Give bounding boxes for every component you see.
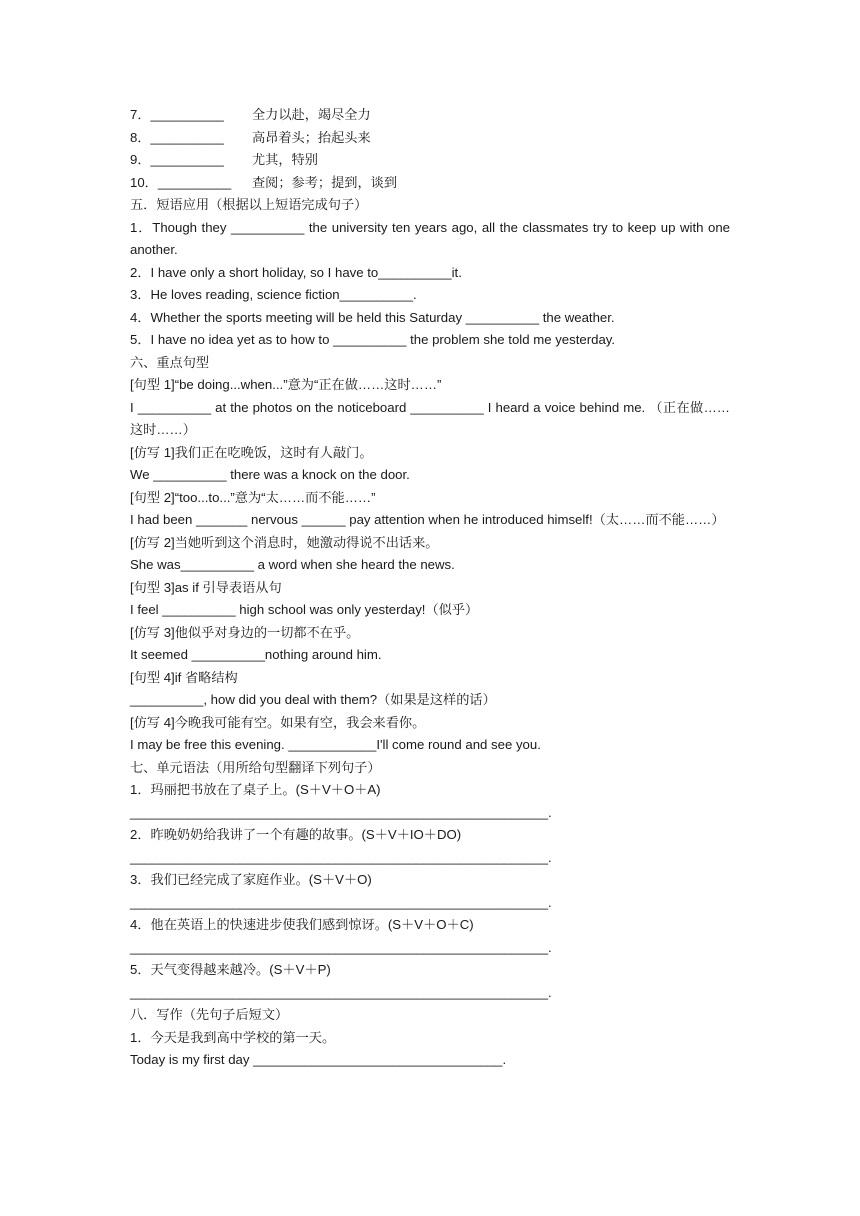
imitation-answer: It seemed __________nothing around him. [130,647,382,662]
translation-question: 3．我们已经完成了家庭作业。(S＋V＋O) [130,872,372,887]
translation-question: 2．昨晚奶奶给我讲了一个有趣的故事。(S＋V＋IO＋DO) [130,827,462,842]
phrase-meaning: 查阅；参考；提到，谈到 [252,174,398,190]
exercise-item: 4．Whether the sports meeting will be held this Saturday __________ the weather. [130,309,615,325]
answer-blank: _________________________________________________________. [130,984,552,1000]
phrase-number-blank: 10．__________ [130,174,232,190]
phrase-item [130,172,730,195]
phrase-number-blank: 9．__________ [130,152,224,167]
writing-question: 1．今天是我到高中学校的第一天。 [130,1029,336,1045]
pattern-example: I __________ at the photos on the noticeboard __________ I heard a voice behind me. （正在做……这时……） [130,399,730,437]
section-heading: 八．写作（先句子后短文） [130,1007,289,1022]
pattern-label: [句型 3]as if 引导表语从句 [130,579,282,595]
exercise-item: 1．Though they __________ the university ten years ago, all the classmates try to keep up with one another. [130,219,730,257]
translation-question: 5．天气变得越来越冷。(S＋V＋P) [130,962,331,977]
imitation-prompt: [仿写 3]他似乎对身边的一切都不在乎。 [130,624,360,640]
exercise-item: 3．He loves reading, science fiction__________. [130,287,417,302]
pattern-example: I had been _______ nervous ______ pay attention when he introduced himself!（太……而不能……） [130,512,725,527]
writing-answer: Today is my first day __________________________________. [130,1052,507,1067]
imitation-prompt: [仿写 1]我们正在吃晚饭，这时有人敲门。 [130,444,373,460]
phrase-meaning: 尤其，特别 [252,152,318,167]
imitation-answer: We __________ there was a knock on the door. [130,467,410,482]
phrase-meaning: 全力以赴，竭尽全力 [252,107,371,122]
imitation-answer: I may be free this evening. ____________I'll come round and see you. [130,737,541,752]
phrase-item [130,149,730,172]
imitation-prompt: [仿写 4]今晚我可能有空。如果有空，我会来看你。 [130,714,426,730]
section-heading: 七、单元语法（用所给句型翻译下列句子） [130,759,381,775]
phrase-item [130,104,730,127]
pattern-example: I feel __________ high school was only yesterday!（似乎） [130,602,479,617]
phrase-item [130,127,730,150]
imitation-prompt: [仿写 2]当她听到这个消息时，她激动得说不出话来。 [130,534,439,550]
pattern-label: [句型 4]if 省略结构 [130,669,238,685]
pattern-example: __________, how did you deal with them?（如果是这样的话） [130,692,496,707]
imitation-answer: She was__________ a word when she heard the news. [130,557,455,572]
phrase-meaning: 高昂着头；抬起头来 [252,129,371,145]
answer-blank: _________________________________________________________. [130,849,552,865]
pattern-label: [句型 2]“too...to...”意为“太……而不能……” [130,489,376,505]
pattern-label: [句型 1]“be doing...when...”意为“正在做……这时……” [130,377,442,392]
worksheet-page [130,104,730,1072]
exercise-item: 2．I have only a short holiday, so I have to__________it. [130,264,462,280]
answer-blank: _________________________________________________________. [130,894,552,910]
exercise-item: 5．I have no idea yet as to how to __________ the problem she told me yesterday. [130,332,616,347]
section-heading: 五．短语应用（根据以上短语完成句子） [130,197,368,212]
phrase-number-blank: 7．__________ [130,107,224,122]
translation-question: 4．他在英语上的快速进步使我们感到惊讶。(S＋V＋O＋C) [130,917,474,932]
answer-blank: _________________________________________________________. [130,804,552,820]
phrase-number-blank: 8．__________ [130,129,224,145]
answer-blank: _________________________________________________________. [130,939,552,955]
section-heading: 六、重点句型 [130,354,210,370]
translation-question: 1．玛丽把书放在了桌子上。(S＋V＋O＋A) [130,782,381,797]
